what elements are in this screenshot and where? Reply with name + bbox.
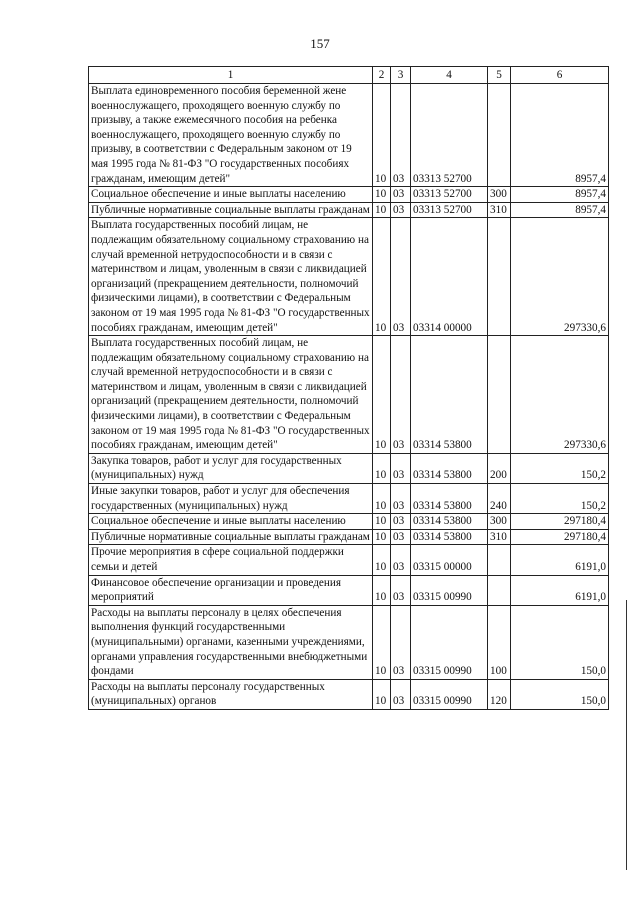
row-description: Социальное обеспечение и иные выплаты населению — [89, 514, 373, 530]
table-row — [89, 545, 609, 575]
row-description: Выплата государственных пособий лицам, не подлежащим обязательному социальному страхованию на случай временной нетрудоспособности и в связи с материнством и лицам, уволенным в связи с ликвидацией организаций (прекращением деятельности, полномочий физическими лицами), в соответствии с Федеральным законом от 19 мая 1995 года № 81-ФЗ "О государственных пособиях гражданам, имеющим детей" — [89, 336, 373, 454]
cell-c2: 10 — [373, 545, 391, 575]
cell-c2: 10 — [373, 575, 391, 605]
table-row — [89, 453, 609, 483]
cell-c6: 8957,4 — [511, 202, 609, 218]
row-description: Закупка товаров, работ и услуг для государственных (муниципальных) нужд — [89, 453, 373, 483]
cell-c3: 03 — [391, 218, 411, 336]
column-header: 5 — [488, 67, 511, 84]
cell-c4: 03313 52700 — [411, 202, 488, 218]
table-row — [89, 202, 609, 218]
cell-c6: 150,0 — [511, 679, 609, 709]
cell-c4: 03313 52700 — [411, 84, 488, 187]
row-description: Публичные нормативные социальные выплаты гражданам — [89, 202, 373, 218]
cell-c5: 300 — [488, 514, 511, 530]
cell-c5 — [488, 336, 511, 454]
cell-c3: 03 — [391, 202, 411, 218]
cell-c2: 10 — [373, 84, 391, 187]
cell-c5: 300 — [488, 187, 511, 203]
table-row — [89, 679, 609, 709]
cell-c6: 6191,0 — [511, 575, 609, 605]
cell-c3: 03 — [391, 679, 411, 709]
cell-c4: 03314 00000 — [411, 218, 488, 336]
cell-c5 — [488, 575, 511, 605]
cell-c5: 200 — [488, 453, 511, 483]
row-description: Выплата единовременного пособия беременной жене военнослужащего, проходящего военную службу по призыву, а также ежемесячного пособия на ребенка военнослужащего, проходящего военную службу по призыву, в соответствии с Федеральным законом от 19 мая 1995 года № 81-ФЗ "О государственных пособиях гражданам, имеющим детей" — [89, 84, 373, 187]
cell-c4: 03314 53800 — [411, 484, 488, 514]
cell-c5 — [488, 218, 511, 336]
column-header: 3 — [391, 67, 411, 84]
page-number: 157 — [310, 36, 330, 51]
table-row — [89, 84, 609, 187]
cell-c3: 03 — [391, 529, 411, 545]
cell-c3: 03 — [391, 575, 411, 605]
row-description: Публичные нормативные социальные выплаты гражданам — [89, 529, 373, 545]
scan-edge-mark — [626, 600, 627, 870]
cell-c6: 150,2 — [511, 453, 609, 483]
cell-c4: 03314 53800 — [411, 336, 488, 454]
cell-c2: 10 — [373, 187, 391, 203]
cell-c2: 10 — [373, 605, 391, 679]
cell-c5: 120 — [488, 679, 511, 709]
cell-c6: 297180,4 — [511, 514, 609, 530]
table-row — [89, 218, 609, 336]
cell-c6: 297330,6 — [511, 336, 609, 454]
cell-c5: 310 — [488, 529, 511, 545]
cell-c2: 10 — [373, 202, 391, 218]
cell-c6: 8957,4 — [511, 84, 609, 187]
header-row — [89, 67, 609, 84]
budget-table — [88, 66, 609, 710]
cell-c6: 6191,0 — [511, 545, 609, 575]
cell-c4: 03314 53800 — [411, 529, 488, 545]
cell-c3: 03 — [391, 187, 411, 203]
cell-c2: 10 — [373, 529, 391, 545]
cell-c4: 03314 53800 — [411, 453, 488, 483]
column-header: 2 — [373, 67, 391, 84]
cell-c4: 03315 00000 — [411, 545, 488, 575]
table-row — [89, 484, 609, 514]
cell-c6: 297180,4 — [511, 529, 609, 545]
row-description: Социальное обеспечение и иные выплаты населению — [89, 187, 373, 203]
cell-c4: 03315 00990 — [411, 605, 488, 679]
cell-c4: 03315 00990 — [411, 679, 488, 709]
cell-c2: 10 — [373, 679, 391, 709]
table-row — [89, 575, 609, 605]
cell-c6: 150,0 — [511, 605, 609, 679]
cell-c4: 03313 52700 — [411, 187, 488, 203]
cell-c3: 03 — [391, 453, 411, 483]
table-row — [89, 514, 609, 530]
table-row — [89, 336, 609, 454]
row-description: Иные закупки товаров, работ и услуг для обеспечения государственных (муниципальных) нужд — [89, 484, 373, 514]
cell-c2: 10 — [373, 514, 391, 530]
cell-c5: 310 — [488, 202, 511, 218]
cell-c5 — [488, 84, 511, 187]
table-row — [89, 605, 609, 679]
cell-c3: 03 — [391, 484, 411, 514]
cell-c4: 03315 00990 — [411, 575, 488, 605]
table-row — [89, 187, 609, 203]
cell-c2: 10 — [373, 218, 391, 336]
row-description: Прочие мероприятия в сфере социальной поддержки семьи и детей — [89, 545, 373, 575]
row-description: Расходы на выплаты персоналу государственных (муниципальных) органов — [89, 679, 373, 709]
cell-c3: 03 — [391, 514, 411, 530]
cell-c5 — [488, 545, 511, 575]
column-header: 4 — [411, 67, 488, 84]
cell-c3: 03 — [391, 84, 411, 187]
cell-c2: 10 — [373, 484, 391, 514]
cell-c2: 10 — [373, 336, 391, 454]
cell-c4: 03314 53800 — [411, 514, 488, 530]
row-description: Финансовое обеспечение организации и проведения мероприятий — [89, 575, 373, 605]
row-description: Расходы на выплаты персоналу в целях обеспечения выполнения функций государственными (муниципальными) органами, казенными учреждениями, органами управления государственными внебюджетными фондами — [89, 605, 373, 679]
table-row — [89, 529, 609, 545]
cell-c2: 10 — [373, 453, 391, 483]
cell-c6: 150,2 — [511, 484, 609, 514]
cell-c3: 03 — [391, 605, 411, 679]
cell-c3: 03 — [391, 336, 411, 454]
cell-c6: 8957,4 — [511, 187, 609, 203]
cell-c3: 03 — [391, 545, 411, 575]
row-description: Выплата государственных пособий лицам, не подлежащим обязательному социальному страхованию на случай временной нетрудоспособности и в связи с материнством и лицам, уволенным в связи с ликвидацией организаций (прекращением деятельности, полномочий физическими лицами), в соответствии с Федеральным законом от 19 мая 1995 года № 81-ФЗ "О государственных пособиях гражданам, имеющим детей" — [89, 218, 373, 336]
column-header: 6 — [511, 67, 609, 84]
cell-c6: 297330,6 — [511, 218, 609, 336]
cell-c5: 100 — [488, 605, 511, 679]
cell-c5: 240 — [488, 484, 511, 514]
column-header: 1 — [89, 67, 373, 84]
